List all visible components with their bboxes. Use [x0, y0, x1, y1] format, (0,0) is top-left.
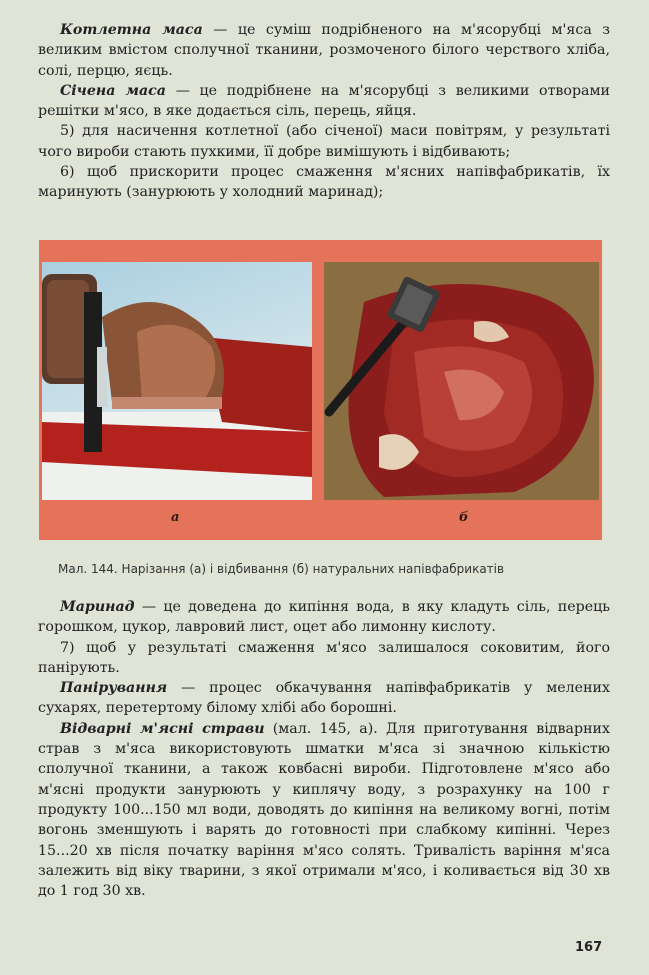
- paragraph-step-6: 6) щоб прискорити процес смаження м'ясних напівфабрикатів, їх маринують (занурюють у холодний маринад);: [38, 164, 610, 201]
- paragraph-marinade: Маринад — це доведена до кипіння вода, в яку кладуть сіль, перець горошком, цукор, лавровий лист, оцет або лимонну кислоту.: [38, 599, 610, 636]
- paragraph-cutlet-mass: Котлетна маса — це суміш подрібненого на м'ясорубці м'яса з великим вмістом сполучної тканини, розмоченого білого черствого хліба, солі, перцю, яєць.: [38, 22, 610, 79]
- figure-caption: Мал. 144. Нарізання (а) і відбивання (б) натуральних напівфабрикатів: [58, 562, 505, 576]
- figure-label-a: а: [171, 510, 180, 525]
- beating-meat-illustration: [324, 262, 599, 500]
- paragraph-step-5: 5) для насичення котлетної (або січеної) маси повітрям, у результаті чого вироби стають пухкими, її добре вимішують і відбивають;: [38, 123, 610, 160]
- paragraph-breading: Панірування — процес обкачування напівфабрикатів у мелених сухарях, перетертому білому хлібі або борошні.: [38, 680, 610, 717]
- text-block-bottom: [38, 597, 610, 901]
- text-block-top: [38, 20, 610, 203]
- paragraph-step-7: 7) щоб у результаті смаження м'ясо залишалося соковитим, його панірують.: [38, 639, 610, 676]
- figure-label-b: б: [459, 510, 469, 525]
- page-number: 167: [575, 940, 603, 955]
- cutting-meat-illustration: [42, 262, 312, 500]
- photo-beating-meat: [324, 262, 599, 500]
- photo-cutting-meat: [42, 262, 312, 500]
- paragraph-chopped-mass: Січена маса — це подрібнене на м'ясорубці з великими отворами решітки м'ясо, в яке додається сіль, перець, яйця.: [38, 82, 610, 120]
- figure-144: [39, 240, 602, 540]
- paragraph-boiled-dishes: Відварні м'ясні страви (мал. 145, а). Для приготування відварних страв з м'яса використовують шматки м'яса зі значною кількістю сполучної тканини, а також ковбасні вироби. Підготовлене м'ясо або м'ясні продукти занурюють у киплячу воду, з розрахунку на 100 г продукту 100...150 мл води, доводять до кипіння на великому вогні, потім вогонь зменшують і варять до готовності при слабкому кипінні. Через 15...20 хв після початку варіння м'ясо солять. Тривалість варіння м'яса залежить від віку тварини, з якої отримали м'ясо, і коливається від 30 хв до 1 год 30 хв.: [38, 720, 610, 900]
